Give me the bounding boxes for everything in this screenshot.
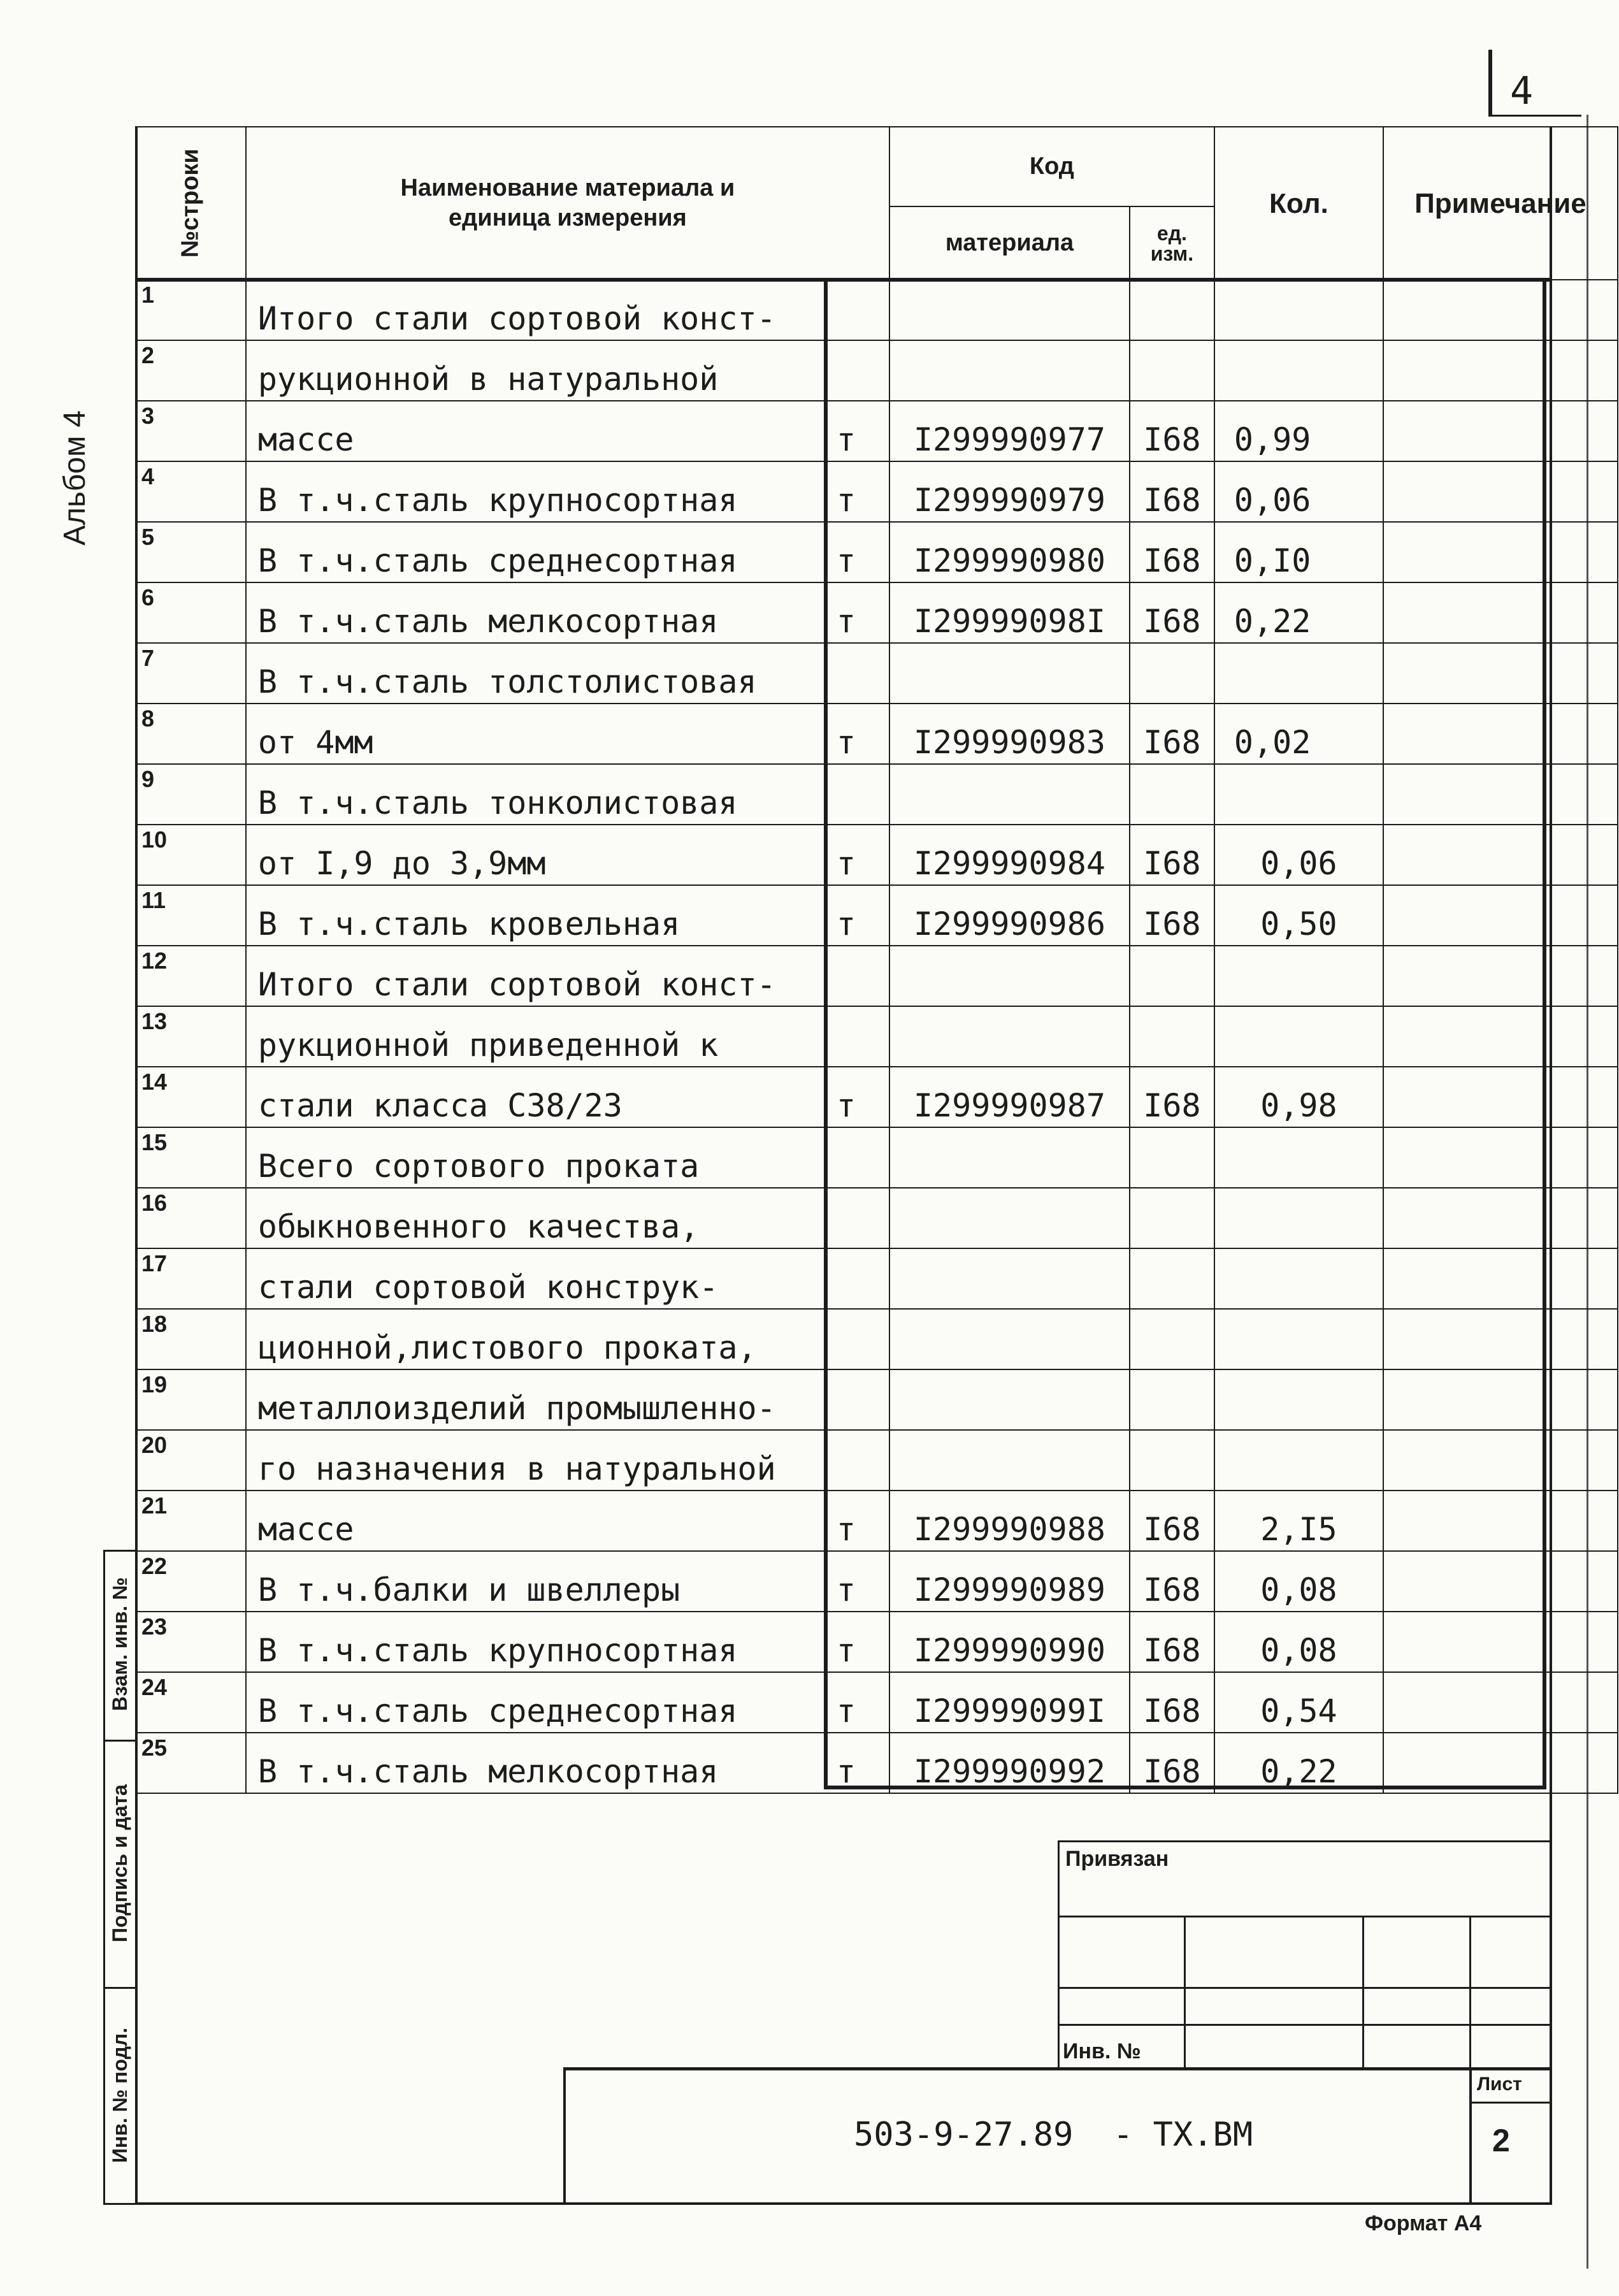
row-unit-letter: т — [836, 603, 856, 640]
row-note — [1383, 1369, 1618, 1430]
row-note — [1383, 825, 1618, 885]
row-code — [889, 1309, 1130, 1369]
row-number: 1 — [136, 280, 246, 340]
row-name-text: от I,9 до 3,9мм — [257, 845, 546, 882]
row-name-text: ционной,листового проката, — [257, 1329, 757, 1366]
row-code: I299990992 — [889, 1733, 1130, 1793]
table-row — [136, 461, 1618, 522]
row-name — [246, 1491, 889, 1551]
row-note — [1383, 1672, 1618, 1733]
stamp-v2 — [1184, 1916, 1186, 2069]
row-code — [889, 280, 1130, 340]
row-note — [1383, 1006, 1618, 1067]
table-row — [136, 1491, 1618, 1551]
row-unit: I68 — [1130, 885, 1214, 946]
row-qty: 0,98 — [1214, 1067, 1383, 1127]
row-unit-letter: т — [836, 1511, 856, 1548]
row-unit: I68 — [1130, 825, 1214, 885]
row-note — [1383, 1491, 1618, 1551]
row-note — [1383, 764, 1618, 825]
row-unit: I68 — [1130, 1733, 1214, 1793]
row-unit-letter: т — [836, 1087, 856, 1124]
row-code — [889, 1430, 1130, 1491]
row-name — [246, 764, 889, 825]
row-qty: 0,22 — [1214, 1733, 1383, 1793]
table-row — [136, 1248, 1618, 1309]
row-qty — [1214, 280, 1383, 340]
list-number: 2 — [1492, 2123, 1510, 2158]
row-qty — [1214, 1006, 1383, 1067]
row-unit — [1130, 1006, 1214, 1067]
row-unit — [1130, 1248, 1214, 1309]
row-name-text: В т.ч.сталь среднесортная — [257, 1693, 738, 1729]
row-note — [1383, 280, 1618, 340]
row-name-text: В т.ч.балки и швеллеры — [257, 1571, 680, 1608]
list-label: Лист — [1477, 2074, 1522, 2095]
row-qty: 0,22 — [1214, 582, 1383, 643]
row-qty — [1214, 1127, 1383, 1188]
page-number: 4 — [1510, 69, 1534, 113]
row-name — [246, 1551, 889, 1612]
row-note — [1383, 946, 1618, 1006]
row-name — [246, 825, 889, 885]
header-note: Примечание — [1383, 127, 1618, 280]
row-name — [246, 1430, 889, 1491]
data-area-top — [135, 278, 1552, 282]
row-name — [246, 1672, 889, 1733]
table-row — [136, 1067, 1618, 1127]
row-name — [246, 1067, 889, 1127]
header-code: Код — [889, 127, 1214, 206]
table-row — [136, 1733, 1618, 1793]
table-row — [136, 522, 1618, 582]
row-qty: 0,I0 — [1214, 522, 1383, 582]
row-number: 9 — [136, 764, 246, 825]
row-note — [1383, 340, 1618, 401]
stamp-top — [1058, 1840, 1552, 1842]
stamp-inv-no: Инв. № — [1063, 2039, 1141, 2063]
row-name-text: В т.ч.сталь мелкосортная — [257, 603, 719, 640]
stamp-h1 — [1058, 1916, 1552, 1917]
row-name-text: рукционной приведенной к — [257, 1027, 719, 1064]
row-name-text: го назначения в натуральной — [257, 1450, 776, 1487]
format-label: Формат А4 — [1365, 2211, 1482, 2235]
row-name — [246, 643, 889, 704]
row-code: I299990979 — [889, 461, 1130, 522]
row-name — [246, 1188, 889, 1248]
stamp-h2 — [1058, 1987, 1552, 1989]
row-unit — [1130, 643, 1214, 704]
row-number: 23 — [136, 1612, 246, 1672]
row-name-text: В т.ч.сталь крупносортная — [257, 1632, 738, 1669]
table-row — [136, 643, 1618, 704]
row-note — [1383, 1430, 1618, 1491]
row-unit-letter: т — [836, 1693, 856, 1729]
row-unit: I68 — [1130, 1672, 1214, 1733]
row-note — [1383, 1733, 1618, 1793]
row-code — [889, 1006, 1130, 1067]
row-qty — [1214, 1369, 1383, 1430]
row-unit — [1130, 1127, 1214, 1188]
table-row — [136, 1551, 1618, 1612]
row-name-text: В т.ч.сталь среднесортная — [257, 542, 738, 579]
table-row — [136, 1672, 1618, 1733]
row-qty — [1214, 1188, 1383, 1248]
row-number: 3 — [136, 401, 246, 461]
stamp-v4 — [1469, 1916, 1471, 2069]
row-number: 20 — [136, 1430, 246, 1491]
row-unit — [1130, 280, 1214, 340]
table-row — [136, 1430, 1618, 1491]
table-row — [136, 946, 1618, 1006]
row-name — [246, 401, 889, 461]
row-note — [1383, 704, 1618, 764]
row-name — [246, 1612, 889, 1672]
row-code — [889, 946, 1130, 1006]
row-name-text: В т.ч.сталь толстолистовая — [257, 663, 757, 700]
table-row — [136, 582, 1618, 643]
side-stamp-div1 — [103, 1740, 136, 1742]
materials-table — [135, 126, 1618, 1794]
row-name-text: В т.ч.сталь мелкосортная — [257, 1753, 719, 1790]
row-name-text: обыкновенного качества, — [257, 1208, 700, 1245]
row-code: I29999099I — [889, 1672, 1130, 1733]
designation-left — [563, 2067, 566, 2204]
row-code — [889, 340, 1130, 401]
row-unit — [1130, 764, 1214, 825]
table-row — [136, 340, 1618, 401]
row-unit: I68 — [1130, 401, 1214, 461]
row-note — [1383, 1067, 1618, 1127]
row-qty — [1214, 643, 1383, 704]
row-number: 25 — [136, 1733, 246, 1793]
row-unit: I68 — [1130, 704, 1214, 764]
row-note — [1383, 522, 1618, 582]
frame-bottom — [135, 2202, 1552, 2205]
table-row — [136, 280, 1618, 340]
row-code: I299990988 — [889, 1491, 1130, 1551]
row-code: I299990987 — [889, 1067, 1130, 1127]
row-qty: 0,08 — [1214, 1551, 1383, 1612]
row-code: I299990980 — [889, 522, 1130, 582]
row-qty: 0,06 — [1214, 825, 1383, 885]
row-note — [1383, 461, 1618, 522]
row-name-text: массе — [257, 1511, 354, 1548]
row-number: 14 — [136, 1067, 246, 1127]
stamp-v3 — [1362, 1916, 1364, 2069]
row-name-text: металлоизделий промышленно- — [257, 1390, 776, 1427]
row-name — [246, 461, 889, 522]
row-code: I299990989 — [889, 1551, 1130, 1612]
table-row — [136, 704, 1618, 764]
row-code: I29999098I — [889, 582, 1130, 643]
row-note — [1383, 1127, 1618, 1188]
header-row-no: №строки — [136, 127, 246, 280]
row-unit-letter: т — [836, 421, 856, 458]
row-name — [246, 1309, 889, 1369]
row-name-text: рукционной в натуральной — [257, 361, 719, 398]
row-number: 12 — [136, 946, 246, 1006]
row-qty: 2,I5 — [1214, 1491, 1383, 1551]
stamp-h3 — [1058, 2024, 1552, 2026]
designation: 503-9-27.89 - ТХ.ВМ — [854, 2116, 1253, 2154]
row-number: 7 — [136, 643, 246, 704]
page-number-bar — [1488, 50, 1492, 116]
row-number: 13 — [136, 1006, 246, 1067]
row-unit: I68 — [1130, 1491, 1214, 1551]
row-number: 24 — [136, 1672, 246, 1733]
row-qty — [1214, 1430, 1383, 1491]
row-unit — [1130, 1369, 1214, 1430]
row-unit-letter: т — [836, 1632, 856, 1669]
row-qty — [1214, 1309, 1383, 1369]
row-name — [246, 946, 889, 1006]
row-number: 17 — [136, 1248, 246, 1309]
row-note — [1383, 582, 1618, 643]
table-body — [136, 280, 1618, 1793]
row-note — [1383, 643, 1618, 704]
row-number: 21 — [136, 1491, 246, 1551]
row-unit — [1130, 1188, 1214, 1248]
row-unit — [1130, 946, 1214, 1006]
row-unit: I68 — [1130, 582, 1214, 643]
stamp-v1 — [1058, 1840, 1060, 2069]
row-number: 8 — [136, 704, 246, 764]
row-unit — [1130, 340, 1214, 401]
row-name-text: Всего сортового проката — [257, 1148, 700, 1185]
row-code — [889, 1188, 1130, 1248]
list-divider — [1469, 2102, 1552, 2104]
row-qty: 0,06 — [1214, 461, 1383, 522]
row-name-text: Итого стали сортовой конст- — [257, 966, 776, 1003]
row-note — [1383, 1188, 1618, 1248]
row-name-text: стали класса С38/23 — [257, 1087, 622, 1124]
side-label-podpis: Подпись и дата — [108, 1784, 131, 1942]
row-name-text: от 4мм — [257, 724, 373, 761]
header-unit: ед. изм. — [1130, 206, 1214, 280]
row-number: 11 — [136, 885, 246, 946]
row-number: 10 — [136, 825, 246, 885]
row-number: 15 — [136, 1127, 246, 1188]
table-row — [136, 825, 1618, 885]
row-code — [889, 643, 1130, 704]
row-name-text: В т.ч.сталь крупносортная — [257, 482, 738, 519]
row-unit-letter: т — [836, 542, 856, 579]
row-name-text: стали сортовой конструк- — [257, 1269, 719, 1306]
row-code: I299990986 — [889, 885, 1130, 946]
row-qty — [1214, 764, 1383, 825]
row-code — [889, 1127, 1130, 1188]
row-name — [246, 522, 889, 582]
row-unit-letter: т — [836, 1753, 856, 1790]
header-code-material: материала — [889, 206, 1130, 280]
row-number: 5 — [136, 522, 246, 582]
row-name — [246, 704, 889, 764]
list-left — [1469, 2067, 1472, 2204]
row-unit — [1130, 1309, 1214, 1369]
row-note — [1383, 1612, 1618, 1672]
row-unit: I68 — [1130, 1612, 1214, 1672]
album-label: Альбом 4 — [58, 410, 92, 546]
row-code: I299990983 — [889, 704, 1130, 764]
header-qty: Кол. — [1214, 127, 1383, 280]
row-unit — [1130, 1430, 1214, 1491]
row-name — [246, 280, 889, 340]
row-unit-letter: т — [836, 482, 856, 519]
row-note — [1383, 1309, 1618, 1369]
row-name-text: В т.ч.сталь тонколистовая — [257, 784, 738, 821]
row-note — [1383, 1551, 1618, 1612]
row-number: 2 — [136, 340, 246, 401]
row-qty — [1214, 1248, 1383, 1309]
row-name — [246, 885, 889, 946]
table-row — [136, 764, 1618, 825]
table-row — [136, 1612, 1618, 1672]
row-number: 19 — [136, 1369, 246, 1430]
table-row — [136, 1309, 1618, 1369]
row-name — [246, 582, 889, 643]
table-row — [136, 1188, 1618, 1248]
row-unit: I68 — [1130, 461, 1214, 522]
row-name — [246, 1127, 889, 1188]
row-code: I299990990 — [889, 1612, 1130, 1672]
row-code — [889, 1248, 1130, 1309]
row-name — [246, 1733, 889, 1793]
row-name-text: В т.ч.сталь кровельная — [257, 906, 680, 942]
designation-top — [563, 2067, 1552, 2070]
side-label-vzam: Взам. инв. № — [108, 1577, 131, 1711]
row-note — [1383, 401, 1618, 461]
row-name-text: массе — [257, 421, 354, 458]
row-unit: I68 — [1130, 1551, 1214, 1612]
row-name-text: Итого стали сортовой конст- — [257, 300, 776, 337]
row-name — [246, 1369, 889, 1430]
row-number: 6 — [136, 582, 246, 643]
table-row — [136, 1006, 1618, 1067]
row-name — [246, 1006, 889, 1067]
row-qty: 0,99 — [1214, 401, 1383, 461]
row-unit: I68 — [1130, 1067, 1214, 1127]
row-number: 4 — [136, 461, 246, 522]
row-unit-letter: т — [836, 724, 856, 761]
row-code — [889, 1369, 1130, 1430]
header-name: Наименование материала и единица измерения — [246, 127, 889, 280]
row-code: I299990984 — [889, 825, 1130, 885]
table-row — [136, 1369, 1618, 1430]
table-row — [136, 401, 1618, 461]
row-code — [889, 764, 1130, 825]
row-name — [246, 1248, 889, 1309]
row-qty: 0,02 — [1214, 704, 1383, 764]
row-name — [246, 340, 889, 401]
page-number-underline — [1488, 115, 1581, 117]
row-number: 16 — [136, 1188, 246, 1248]
table-row — [136, 885, 1618, 946]
row-qty: 0,54 — [1214, 1672, 1383, 1733]
row-code: I299990977 — [889, 401, 1130, 461]
row-qty: 0,08 — [1214, 1612, 1383, 1672]
row-unit-letter: т — [836, 845, 856, 882]
stamp-privyazan: Привязан — [1065, 1847, 1169, 1871]
row-unit-letter: т — [836, 906, 856, 942]
row-qty: 0,50 — [1214, 885, 1383, 946]
side-label-inv-podl: Инв. № подл. — [108, 2027, 131, 2163]
row-qty — [1214, 946, 1383, 1006]
row-number: 22 — [136, 1551, 246, 1612]
row-unit: I68 — [1130, 522, 1214, 582]
row-unit-letter: т — [836, 1571, 856, 1608]
row-note — [1383, 1248, 1618, 1309]
row-qty — [1214, 340, 1383, 401]
row-number: 18 — [136, 1309, 246, 1369]
row-note — [1383, 885, 1618, 946]
table-row — [136, 1127, 1618, 1188]
